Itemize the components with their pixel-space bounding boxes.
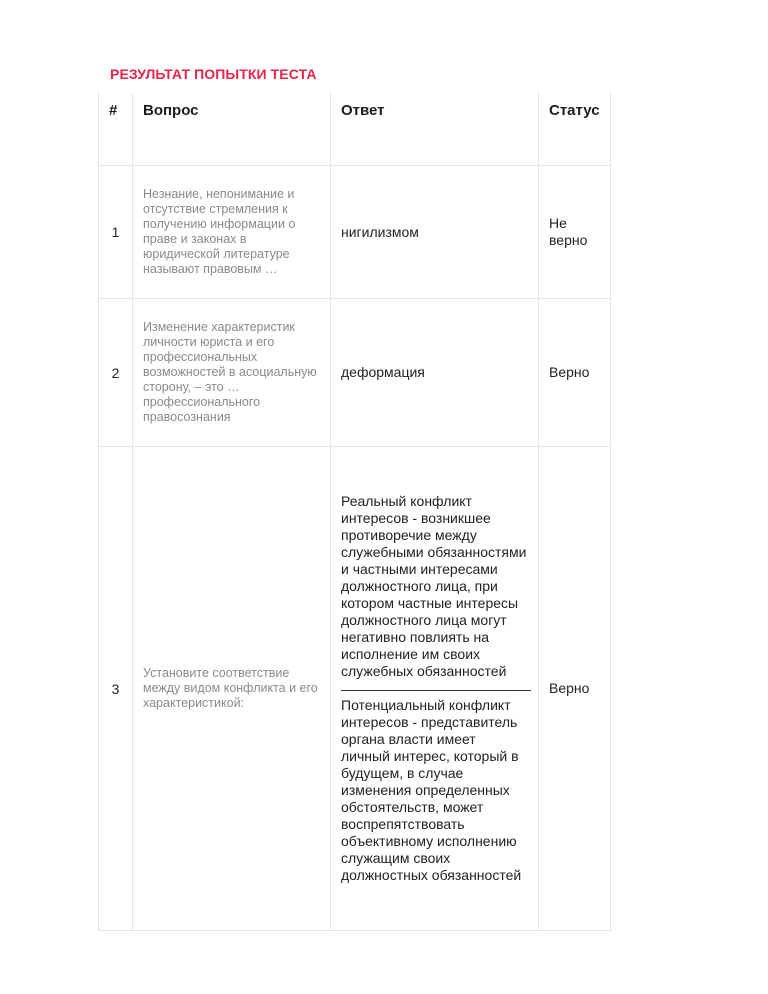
answer-cell xyxy=(331,447,539,931)
answer-text: нигилизмом xyxy=(331,166,539,299)
header-question: Вопрос xyxy=(133,93,331,166)
table-row xyxy=(99,299,611,447)
row-num: 1 xyxy=(99,166,133,299)
header-answer: Ответ xyxy=(331,93,539,166)
status-text: Не верно xyxy=(539,166,611,299)
table-row xyxy=(99,166,611,299)
results-table xyxy=(98,93,611,931)
status-text: Верно xyxy=(539,447,611,931)
status-text: Верно xyxy=(539,299,611,447)
question-text: Незнание, непонимание и отсутствие стремления к получению информации о праве и законах в юридической литературе называют правовым … xyxy=(133,166,331,299)
question-text: Установите соответствие между видом конфликта и его характеристикой: xyxy=(133,447,331,931)
page-title: РЕЗУЛЬТАТ ПОПЫТКИ ТЕСТА xyxy=(110,66,317,82)
header-num: # xyxy=(99,93,133,166)
row-num: 2 xyxy=(99,299,133,447)
row-num: 3 xyxy=(99,447,133,931)
answer-text: деформация xyxy=(331,299,539,447)
answer-part-potential: Потенциальный конфликт интересов - представитель органа власти имеет личный интерес, который в будущем, в случае изменения определенных обстоятельств, может воспрепятствовать объективному исполнению служащим своих должностных обязанностей xyxy=(341,697,522,883)
answer-part-real: Реальный конфликт интересов - возникшее противоречие между служебными обязанностями и частными интересами должностного лица, при котором частные интересы должностного лица могут негативно повлиять на исполнение им своих служебных обязанностей xyxy=(341,493,527,679)
table-row xyxy=(99,447,611,931)
header-status: Статус xyxy=(539,93,611,166)
question-text: Изменение характеристик личности юриста и его профессиональных возможностей в асоциальную сторону, – это … профессионального правосознания xyxy=(133,299,331,447)
answer-separator xyxy=(341,690,531,691)
table-header-row xyxy=(99,93,611,166)
